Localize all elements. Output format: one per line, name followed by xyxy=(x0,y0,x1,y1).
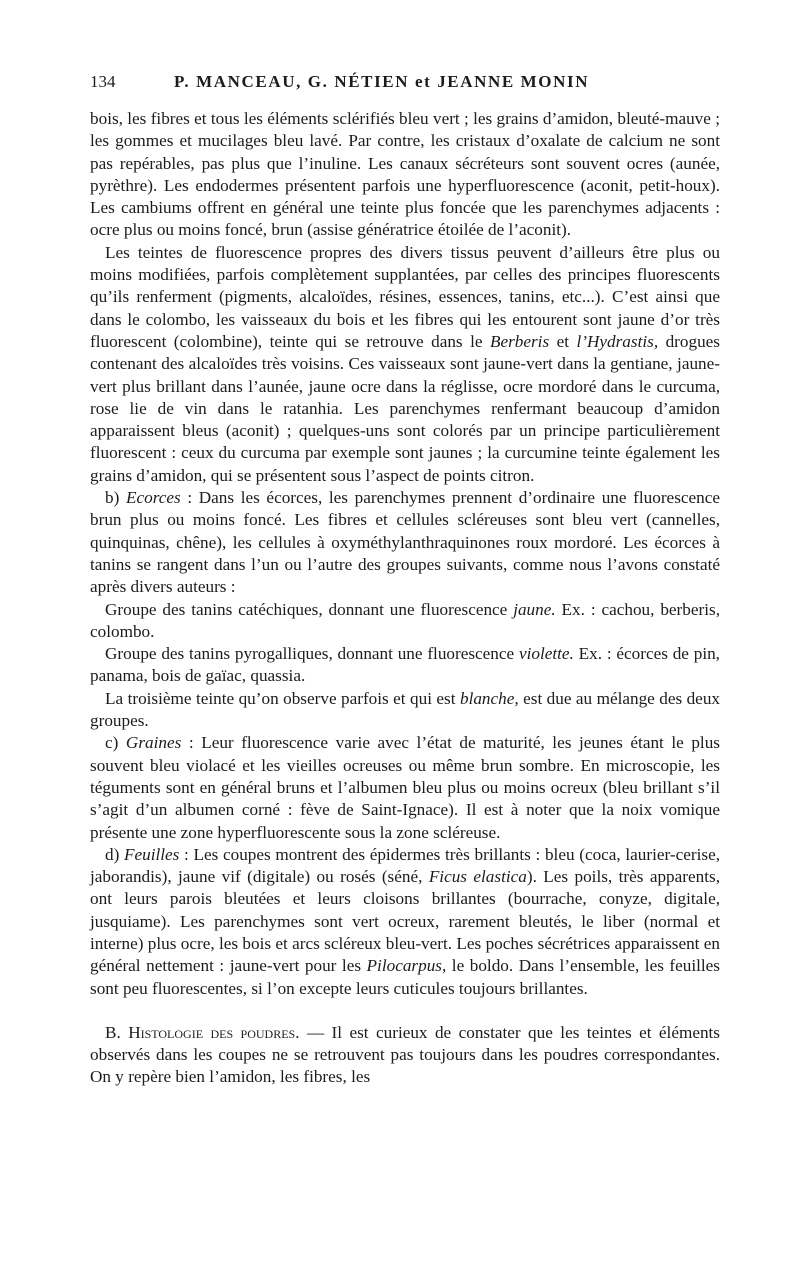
paragraph-p2 xyxy=(90,242,720,487)
section-heading: Histologie des poudres xyxy=(128,1022,296,1042)
text-run: Ex. : écorces de pin, panama, bois de gaïac, quassia. xyxy=(90,644,720,686)
text-run: c) xyxy=(105,733,126,753)
italic-text: violette. xyxy=(518,644,574,664)
paragraph-p9 xyxy=(90,1022,720,1089)
italic-text: Berberis xyxy=(489,331,550,351)
italic-text: Ecorces xyxy=(125,488,181,508)
page-number: 134 xyxy=(90,72,116,91)
italic-text: jaune. xyxy=(513,599,556,619)
text-run: : Leur fluorescence varie avec l’état de maturité, les jeunes étant le plus souvent bleu violacé et les vieilles ocreuses ou même brun sombre. En microscopie, les téguments sont en général bruns et l’albumen bleu plus ou moins ocreux (bleu brillant s’il s’agit d’un albumen corné : fève de Saint-Ignace). Il est à noter que la noix vomique présente une zone hyperfluorescente sous la zone scléreuse. xyxy=(90,733,720,842)
running-head: P. MANCEAU, G. NÉTIEN et JEANNE MONIN xyxy=(174,72,590,91)
text-run: : Dans les écorces, les parenchymes prennent d’ordinaire une fluorescence brun plus ou moins foncé. Les fibres et cellules scléreuses sont bleu vert (cannelles, quinquinas, chêne), les cellules à oxyméthylanthraquinones roux mordoré. Les écorces à tanins se rangent dans l’un ou l’autre des groupes suivants, comme nous l’avons constaté après divers auteurs : xyxy=(90,488,720,597)
text-run: et xyxy=(549,331,577,351)
text-run: bois, les fibres et tous les éléments sclérifiés bleu vert ; les grains d’amidon, bleuté-mauve ; les gommes et mucilages bleu lavé. Par contre, les cristaux d’oxalate de calcium ne sont pas repérables, pas plus que l’inuline. Les canaux sécréteurs sont souvent ocres (aunée, pyrèthre). Les endodermes présentent parfois une hyperfluorescence (aconit, petit-houx). Les cambiums offrent en général une teinte plus foncée que les parenchymes adjacents : ocre plus ou moins foncé, brun (assise génératrice étoilée de l’aconit). xyxy=(90,109,720,240)
italic-text: blanche, xyxy=(459,688,519,708)
paragraph-p4 xyxy=(90,599,720,644)
paragraph-p6 xyxy=(90,688,720,733)
paragraph-p1 xyxy=(90,108,720,242)
text-run: . — Il est curieux de constater que les teintes et éléments observés dans les coupes ne se retrouvent pas toujours dans les poudres correspondantes. On y repère bien l’amidon, les fibres, les xyxy=(90,1022,721,1087)
section-gap xyxy=(90,1000,720,1022)
text-run: Ex. : cachou, berberis, colombo. xyxy=(90,599,720,641)
italic-text: Pilocarpus, xyxy=(366,956,447,976)
text-run: ). Les poils, très apparents, ont leurs parois bleutées et leurs cloisons brillantes (bourrache, conyze, digitale, jusquiame). Les parenchymes sont vert ocreux, rarement bleutés, le liber (normal et interne) plus ocre, les bois et arcs scléreux bleu-vert. Les poches sécrétrices apparaissent en général nettement : jaune-vert pour les xyxy=(90,867,720,976)
text-run: le boldo. Dans l’ensemble, les feuilles sont peu fluorescentes, si l’on excepte leurs cuticules toujours brillantes. xyxy=(90,956,720,998)
text-run: Les teintes de fluorescence propres des divers tissus peuvent d’ailleurs être plus ou moins modifiées, parfois complètement supplantées, par celles des principes fluorescents qu’ils renferment (pigments, alcaloïdes, résines, essences, tanins, etc...). C’est ainsi que dans le colombo, les vaisseaux du bois et les fibres qui les entourent sont jaune d’or très fluorescent (colombine), teinte qui se retrouve dans le xyxy=(90,242,720,351)
text-run: Groupe des tanins pyrogalliques, donnant une fluorescence xyxy=(105,644,519,664)
paragraph-p8 xyxy=(90,844,720,1000)
document-page xyxy=(90,72,720,1089)
italic-text: Ficus elastica xyxy=(428,867,527,887)
paragraph-p5 xyxy=(90,643,720,688)
text-run: d) xyxy=(105,844,124,864)
body-text xyxy=(90,108,720,1089)
paragraph-p7 xyxy=(90,732,720,843)
italic-text: Feuilles xyxy=(124,844,180,864)
italic-text: l’Hydrastis, xyxy=(576,331,659,351)
text-run: B. xyxy=(105,1022,129,1042)
text-run: : Les coupes montrent des épidermes très brillants : bleu (coca, laurier-cerise, jaborandis), jaune vif (digitale) ou rosés (séné, xyxy=(90,844,720,887)
italic-text: Graines xyxy=(125,733,182,753)
text-run: est due au mélange des deux groupes. xyxy=(90,688,721,731)
paragraph-p3 xyxy=(90,487,720,598)
text-run: La troisième teinte qu’on observe parfois et qui est xyxy=(105,688,460,708)
text-run: b) xyxy=(105,488,126,508)
text-run: Groupe des tanins catéchiques, donnant une fluorescence xyxy=(105,599,514,619)
text-run: drogues contenant des alcaloïdes très voisins. Ces vaisseaux sont jaune-vert dans la gentiane, jaune-vert plus brillant dans l’aunée, jaune ocre dans la réglisse, ocre mordoré dans le curcuma, rose lie de vin dans le ratanhia. Les parenchymes renfermant beaucoup d’amidon apparaissent bleus (aconit) ; quelques-uns sont colorés par un principe particulièrement fluorescent : ceux du curcuma par exemple sont jaunes ; la curcumine teinte également les grains d’amidon, qui se présentent sous l’aspect de points citron. xyxy=(90,331,720,485)
page-header xyxy=(90,72,720,102)
